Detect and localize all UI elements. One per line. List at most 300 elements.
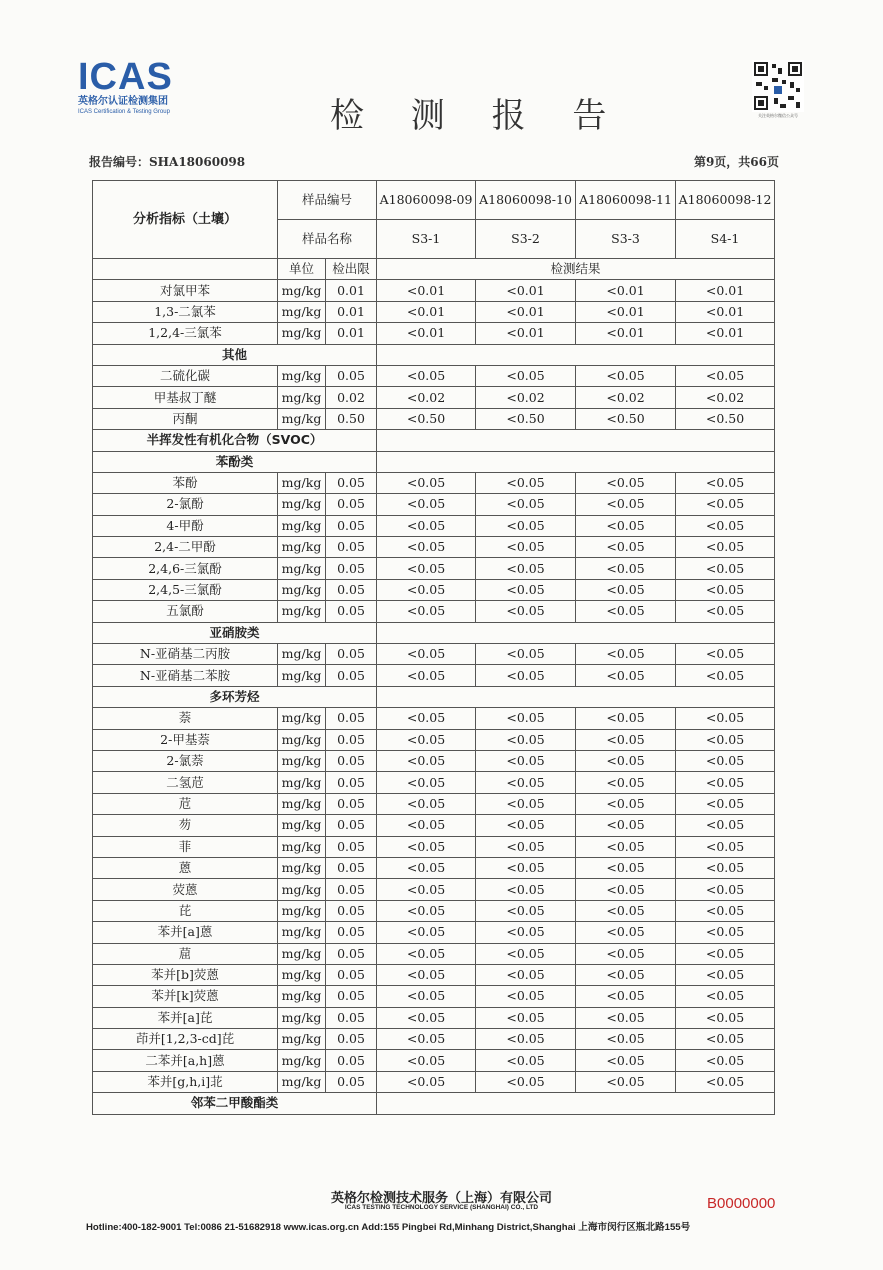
result-cell: <0.50 <box>377 408 476 429</box>
limit-cell: 0.50 <box>326 408 377 429</box>
limit-cell: 0.01 <box>326 280 377 301</box>
table-row <box>93 558 775 579</box>
result-cell: <0.50 <box>676 408 775 429</box>
header-row-sample-no <box>93 181 775 220</box>
limit-cell: 0.05 <box>326 772 377 793</box>
result-cell: <0.05 <box>476 836 576 857</box>
analyte-name: N-亚硝基二丙胺 <box>93 644 278 665</box>
table-row <box>93 815 775 836</box>
result-cell: <0.05 <box>377 836 476 857</box>
table-row <box>93 301 775 322</box>
limit-cell: 0.05 <box>326 879 377 900</box>
unit-cell: mg/kg <box>278 537 326 558</box>
result-cell: <0.05 <box>476 494 576 515</box>
result-cell: <0.05 <box>377 601 476 622</box>
limit-cell: 0.05 <box>326 986 377 1007</box>
table-row <box>93 494 775 515</box>
limit-cell: 0.05 <box>326 836 377 857</box>
table-row <box>93 729 775 750</box>
analyte-name: 1,2,4-三氯苯 <box>93 323 278 344</box>
result-cell: <0.01 <box>676 323 775 344</box>
sample-name: S4-1 <box>676 220 775 259</box>
limit-cell: 0.05 <box>326 579 377 600</box>
limit-cell: 0.05 <box>326 515 377 536</box>
limit-cell: 0.05 <box>326 793 377 814</box>
contact-info: Hotline:400-182-9001 Tel:0086 21-51682918 www.icas.org.cn Add:155 Pingbei Rd,Minhang District,Shanghai 上海市闵行区瓶北路155号 <box>86 1222 691 1233</box>
blank-cell <box>93 259 278 280</box>
result-cell: <0.05 <box>576 515 676 536</box>
limit-cell: 0.05 <box>326 750 377 771</box>
unit-cell: mg/kg <box>278 836 326 857</box>
limit-cell: 0.05 <box>326 472 377 493</box>
unit-cell: mg/kg <box>278 1050 326 1071</box>
limit-cell: 0.05 <box>326 494 377 515</box>
result-cell: <0.05 <box>576 558 676 579</box>
result-cell: <0.05 <box>377 665 476 686</box>
serial-number: B0000000 <box>707 1195 776 1212</box>
sample-id: A18060098-09 <box>377 181 476 220</box>
result-cell: <0.05 <box>377 1050 476 1071</box>
result-cell: <0.05 <box>576 601 676 622</box>
analyte-name: 2,4-二甲酚 <box>93 537 278 558</box>
result-cell: <0.05 <box>676 943 775 964</box>
table-row <box>93 857 775 878</box>
table-row <box>93 879 775 900</box>
result-cell: <0.05 <box>576 857 676 878</box>
limit-cell: 0.05 <box>326 708 377 729</box>
limit-cell: 0.05 <box>326 644 377 665</box>
limit-cell: 0.05 <box>326 1029 377 1050</box>
result-cell: <0.05 <box>576 644 676 665</box>
result-cell: <0.05 <box>676 558 775 579</box>
result-cell: <0.05 <box>377 879 476 900</box>
result-cell: <0.05 <box>576 922 676 943</box>
result-cell: <0.05 <box>676 537 775 558</box>
result-cell: <0.05 <box>377 1029 476 1050</box>
table-row <box>93 900 775 921</box>
limit-cell: 0.05 <box>326 365 377 386</box>
unit-cell: mg/kg <box>278 644 326 665</box>
result-cell: <0.02 <box>576 387 676 408</box>
table-row <box>93 943 775 964</box>
sample-id: A18060098-12 <box>676 181 775 220</box>
qr-code-icon <box>752 60 804 112</box>
result-cell: <0.05 <box>576 579 676 600</box>
analyte-name: 菲 <box>93 836 278 857</box>
result-cell: <0.05 <box>576 986 676 1007</box>
result-cell: <0.05 <box>676 579 775 600</box>
result-cell: <0.05 <box>476 900 576 921</box>
result-cell: <0.05 <box>576 1050 676 1071</box>
result-cell: <0.05 <box>676 986 775 1007</box>
result-cell: <0.05 <box>676 665 775 686</box>
table-row <box>93 793 775 814</box>
category-label: 苯酚类 <box>93 451 377 472</box>
result-cell: <0.05 <box>676 879 775 900</box>
result-cell: <0.05 <box>377 579 476 600</box>
table-row <box>93 408 775 429</box>
blank-cell <box>377 344 775 365</box>
result-cell: <0.05 <box>377 558 476 579</box>
qr-caption: 关注英格尔微信公众号 <box>758 113 798 118</box>
table-row <box>93 1050 775 1071</box>
unit-cell: mg/kg <box>278 815 326 836</box>
unit-cell: mg/kg <box>278 494 326 515</box>
result-cell: <0.05 <box>676 472 775 493</box>
result-cell: <0.05 <box>476 644 576 665</box>
icas-logo <box>78 58 188 116</box>
result-cell: <0.05 <box>476 365 576 386</box>
unit-cell: mg/kg <box>278 772 326 793</box>
blank-cell <box>377 451 775 472</box>
result-cell: <0.05 <box>476 943 576 964</box>
result-cell: <0.05 <box>476 708 576 729</box>
unit-cell: mg/kg <box>278 365 326 386</box>
result-cell: <0.05 <box>576 1029 676 1050</box>
result-cell: <0.05 <box>676 772 775 793</box>
result-label: 检测结果 <box>377 259 775 280</box>
result-cell: <0.05 <box>476 1007 576 1028</box>
unit-cell: mg/kg <box>278 708 326 729</box>
unit-cell: mg/kg <box>278 601 326 622</box>
analyte-name: 1,3-二氯苯 <box>93 301 278 322</box>
analyte-name: 甲基叔丁醚 <box>93 387 278 408</box>
unit-label: 单位 <box>278 259 326 280</box>
unit-cell: mg/kg <box>278 579 326 600</box>
blank-cell <box>377 430 775 451</box>
result-cell: <0.05 <box>576 729 676 750</box>
result-cell: <0.05 <box>576 537 676 558</box>
result-cell: <0.05 <box>676 1007 775 1028</box>
result-cell: <0.05 <box>576 472 676 493</box>
result-cell: <0.01 <box>476 323 576 344</box>
unit-cell: mg/kg <box>278 323 326 344</box>
unit-cell: mg/kg <box>278 1007 326 1028</box>
analyte-name: 茚并[1,2,3-cd]芘 <box>93 1029 278 1050</box>
result-cell: <0.05 <box>676 1050 775 1071</box>
result-cell: <0.05 <box>377 964 476 985</box>
result-cell: <0.02 <box>476 387 576 408</box>
table-row <box>93 472 775 493</box>
result-cell: <0.02 <box>377 387 476 408</box>
analyte-name: 二苯并[a,h]蒽 <box>93 1050 278 1071</box>
unit-cell: mg/kg <box>278 943 326 964</box>
result-cell: <0.05 <box>476 579 576 600</box>
result-cell: <0.01 <box>576 323 676 344</box>
limit-cell: 0.05 <box>326 857 377 878</box>
result-cell: <0.05 <box>676 857 775 878</box>
result-cell: <0.05 <box>576 836 676 857</box>
result-cell: <0.05 <box>476 922 576 943</box>
analyte-name: 萘 <box>93 708 278 729</box>
unit-cell: mg/kg <box>278 729 326 750</box>
result-cell: <0.50 <box>476 408 576 429</box>
result-cell: <0.50 <box>576 408 676 429</box>
result-cell: <0.05 <box>476 857 576 878</box>
unit-cell: mg/kg <box>278 472 326 493</box>
category-row <box>93 344 775 365</box>
report-number: 报告编号：SHA18060098 <box>89 155 246 169</box>
result-cell: <0.05 <box>576 708 676 729</box>
analyte-name: 苯并[a]蒽 <box>93 922 278 943</box>
unit-cell: mg/kg <box>278 1071 326 1092</box>
result-cell: <0.01 <box>676 280 775 301</box>
limit-cell: 0.05 <box>326 922 377 943</box>
company-name-en: ICAS TESTING TECHNOLOGY SERVICE (SHANGHAI) CO., LTD <box>344 1204 539 1211</box>
result-cell: <0.05 <box>377 472 476 493</box>
limit-cell: 0.01 <box>326 323 377 344</box>
limit-cell: 0.05 <box>326 964 377 985</box>
result-cell: <0.05 <box>476 750 576 771</box>
unit-cell: mg/kg <box>278 665 326 686</box>
result-cell: <0.05 <box>377 729 476 750</box>
result-cell: <0.05 <box>377 537 476 558</box>
result-cell: <0.05 <box>676 365 775 386</box>
result-cell: <0.05 <box>476 537 576 558</box>
result-cell: <0.05 <box>377 1007 476 1028</box>
result-cell: <0.05 <box>476 986 576 1007</box>
sample-no-label: 样品编号 <box>278 181 377 220</box>
result-cell: <0.05 <box>676 922 775 943</box>
table-row <box>93 280 775 301</box>
table-row <box>93 644 775 665</box>
unit-cell: mg/kg <box>278 408 326 429</box>
table-row <box>93 922 775 943</box>
analyte-name: 2-氯萘 <box>93 750 278 771</box>
result-cell: <0.05 <box>676 836 775 857</box>
result-cell: <0.05 <box>377 365 476 386</box>
page-number: 第9页，共66页 <box>693 155 779 169</box>
table-row <box>93 964 775 985</box>
result-cell: <0.05 <box>676 1029 775 1050</box>
result-cell: <0.05 <box>676 601 775 622</box>
limit-cell: 0.01 <box>326 301 377 322</box>
unit-cell: mg/kg <box>278 900 326 921</box>
result-cell: <0.05 <box>676 515 775 536</box>
analyte-name: 芘 <box>93 900 278 921</box>
result-cell: <0.01 <box>377 323 476 344</box>
result-cell: <0.05 <box>377 750 476 771</box>
unit-cell: mg/kg <box>278 857 326 878</box>
analyte-name: 2-氯酚 <box>93 494 278 515</box>
table-row <box>93 515 775 536</box>
result-cell: <0.05 <box>576 750 676 771</box>
limit-cell: 0.05 <box>326 601 377 622</box>
limit-cell: 0.05 <box>326 537 377 558</box>
result-cell: <0.05 <box>377 515 476 536</box>
category-row <box>93 622 775 643</box>
table-row <box>93 772 775 793</box>
category-label: 多环芳烃 <box>93 686 377 707</box>
category-row <box>93 430 775 451</box>
table-row <box>93 323 775 344</box>
analyte-name: 二硫化碳 <box>93 365 278 386</box>
analyte-name: 2,4,5-三氯酚 <box>93 579 278 600</box>
result-cell: <0.05 <box>476 793 576 814</box>
unit-cell: mg/kg <box>278 750 326 771</box>
analyte-name: 苯并[g,h,i]苝 <box>93 1071 278 1092</box>
result-cell: <0.05 <box>676 964 775 985</box>
result-cell: <0.02 <box>676 387 775 408</box>
category-row <box>93 451 775 472</box>
result-cell: <0.05 <box>476 729 576 750</box>
analyte-name: 苯酚 <box>93 472 278 493</box>
unit-cell: mg/kg <box>278 793 326 814</box>
result-cell: <0.05 <box>476 601 576 622</box>
unit-cell: mg/kg <box>278 1029 326 1050</box>
sample-id: A18060098-11 <box>576 181 676 220</box>
result-cell: <0.05 <box>676 900 775 921</box>
analyte-name: 对氯甲苯 <box>93 280 278 301</box>
result-cell: <0.01 <box>576 301 676 322</box>
analyte-name: 五氯酚 <box>93 601 278 622</box>
category-label: 邻苯二甲酸酯类 <box>93 1093 377 1114</box>
result-cell: <0.05 <box>576 494 676 515</box>
table-row <box>93 601 775 622</box>
result-cell: <0.01 <box>377 280 476 301</box>
limit-cell: 0.05 <box>326 729 377 750</box>
header-row-units <box>93 259 775 280</box>
result-cell: <0.05 <box>377 644 476 665</box>
result-cell: <0.05 <box>476 879 576 900</box>
limit-cell: 0.05 <box>326 1007 377 1028</box>
table-row <box>93 750 775 771</box>
category-label: 亚硝胺类 <box>93 622 377 643</box>
result-cell: <0.05 <box>576 943 676 964</box>
category-label: 半挥发性有机化合物（SVOC） <box>93 430 377 451</box>
analyte-name: 䓛 <box>93 943 278 964</box>
logo-cn: 英格尔认证检测集团 <box>78 96 168 107</box>
result-cell: <0.05 <box>576 793 676 814</box>
result-cell: <0.01 <box>576 280 676 301</box>
result-cell: <0.05 <box>476 472 576 493</box>
sample-id: A18060098-10 <box>476 181 576 220</box>
table-row <box>93 579 775 600</box>
result-cell: <0.05 <box>476 1071 576 1092</box>
analyte-name: 蒽 <box>93 857 278 878</box>
logo-en: ICAS Certification & Testing Group <box>78 109 170 115</box>
result-cell: <0.05 <box>476 815 576 836</box>
result-cell: <0.05 <box>377 857 476 878</box>
table-row <box>93 708 775 729</box>
result-cell: <0.05 <box>676 644 775 665</box>
limit-cell: 0.05 <box>326 1071 377 1092</box>
unit-cell: mg/kg <box>278 922 326 943</box>
table-row <box>93 365 775 386</box>
table-row <box>93 387 775 408</box>
analyte-name: 2-甲基萘 <box>93 729 278 750</box>
result-cell: <0.01 <box>676 301 775 322</box>
result-cell: <0.05 <box>576 1071 676 1092</box>
unit-cell: mg/kg <box>278 879 326 900</box>
limit-cell: 0.05 <box>326 900 377 921</box>
blank-cell <box>377 622 775 643</box>
limit-cell: 0.05 <box>326 815 377 836</box>
analyte-name: N-亚硝基二苯胺 <box>93 665 278 686</box>
blank-cell <box>377 686 775 707</box>
page-title: 检 测 报 告 <box>330 96 625 136</box>
category-row <box>93 686 775 707</box>
category-label: 其他 <box>93 344 377 365</box>
analyte-name: 苯并[b]荧蒽 <box>93 964 278 985</box>
result-cell: <0.05 <box>377 494 476 515</box>
result-cell: <0.05 <box>476 665 576 686</box>
result-cell: <0.05 <box>377 900 476 921</box>
logo-text: ICAS <box>78 56 173 98</box>
limit-cell: 0.05 <box>326 1050 377 1071</box>
analyte-name: 4-甲酚 <box>93 515 278 536</box>
results-table <box>92 180 775 1115</box>
unit-cell: mg/kg <box>278 986 326 1007</box>
analysis-label: 分析指标（土壤） <box>93 181 278 259</box>
result-cell: <0.05 <box>377 793 476 814</box>
category-row <box>93 1093 775 1114</box>
result-cell: <0.05 <box>377 815 476 836</box>
unit-cell: mg/kg <box>278 280 326 301</box>
result-cell: <0.05 <box>377 708 476 729</box>
result-cell: <0.05 <box>576 365 676 386</box>
analyte-name: 2,4,6-三氯酚 <box>93 558 278 579</box>
result-cell: <0.05 <box>676 729 775 750</box>
table-row <box>93 665 775 686</box>
result-cell: <0.05 <box>476 772 576 793</box>
unit-cell: mg/kg <box>278 964 326 985</box>
table-row <box>93 836 775 857</box>
result-cell: <0.05 <box>377 1071 476 1092</box>
analyte-name: 丙酮 <box>93 408 278 429</box>
table-row <box>93 537 775 558</box>
unit-cell: mg/kg <box>278 301 326 322</box>
table-row <box>93 1071 775 1092</box>
unit-cell: mg/kg <box>278 387 326 408</box>
limit-label: 检出限 <box>326 259 377 280</box>
result-cell: <0.05 <box>676 494 775 515</box>
result-cell: <0.05 <box>476 558 576 579</box>
limit-cell: 0.05 <box>326 665 377 686</box>
analyte-name: 芴 <box>93 815 278 836</box>
result-cell: <0.01 <box>476 301 576 322</box>
limit-cell: 0.02 <box>326 387 377 408</box>
sample-name: S3-1 <box>377 220 476 259</box>
result-cell: <0.05 <box>676 1071 775 1092</box>
table-row <box>93 1007 775 1028</box>
analyte-name: 苯并[k]荧蒽 <box>93 986 278 1007</box>
sample-name: S3-2 <box>476 220 576 259</box>
table-row <box>93 986 775 1007</box>
result-cell: <0.05 <box>476 1029 576 1050</box>
company-name-cn: 英格尔检测技术服务（上海）有限公司 <box>330 1191 552 1206</box>
result-cell: <0.05 <box>476 1050 576 1071</box>
result-cell: <0.05 <box>377 943 476 964</box>
result-cell: <0.05 <box>377 772 476 793</box>
result-cell: <0.05 <box>377 922 476 943</box>
result-cell: <0.05 <box>676 750 775 771</box>
analyte-name: 苊 <box>93 793 278 814</box>
result-cell: <0.05 <box>676 815 775 836</box>
analyte-name: 苯并[a]芘 <box>93 1007 278 1028</box>
result-cell: <0.05 <box>476 515 576 536</box>
result-cell: <0.01 <box>377 301 476 322</box>
result-cell: <0.05 <box>576 815 676 836</box>
unit-cell: mg/kg <box>278 558 326 579</box>
limit-cell: 0.05 <box>326 943 377 964</box>
analyte-name: 荧蒽 <box>93 879 278 900</box>
blank-cell <box>377 1093 775 1114</box>
result-cell: <0.05 <box>676 708 775 729</box>
limit-cell: 0.05 <box>326 558 377 579</box>
result-cell: <0.05 <box>576 879 676 900</box>
result-cell: <0.01 <box>476 280 576 301</box>
